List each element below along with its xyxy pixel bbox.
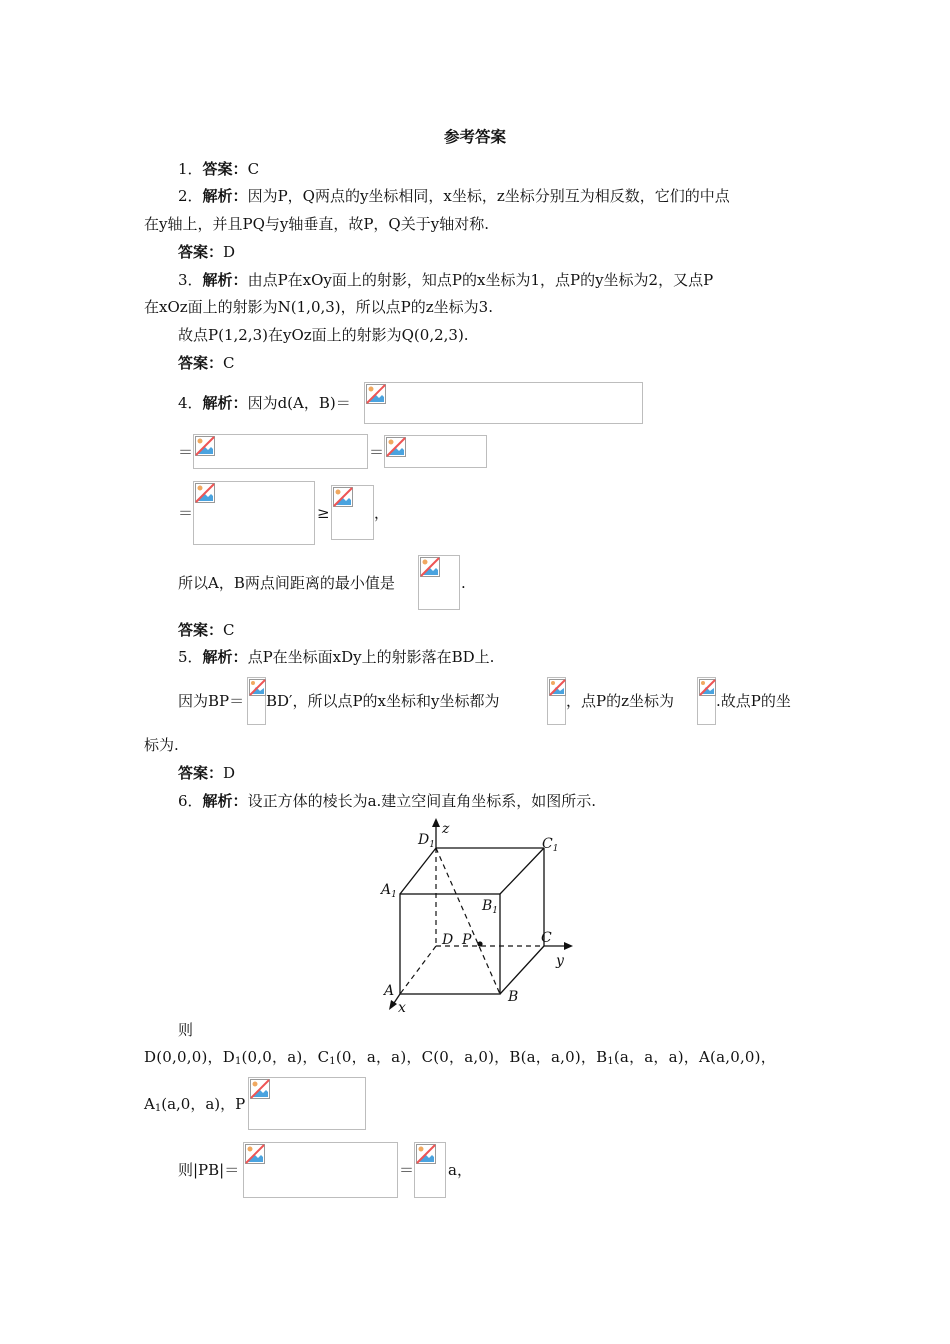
- answer-label: 答案：: [178, 243, 224, 261]
- x-arrow: [389, 1000, 397, 1010]
- q6-pb-pre: 则|PB|＝: [178, 1161, 240, 1179]
- q5-line3: 标为.: [144, 736, 179, 754]
- q5-l2c: ，点P的z坐标为: [566, 692, 674, 710]
- label-d: D: [442, 932, 454, 948]
- q5-text-1: 点P在坐标面xDy上的射影落在BD上.: [247, 648, 495, 666]
- q4-geq: ≥: [317, 504, 330, 522]
- q1-number: 1．: [178, 160, 203, 178]
- analysis-label: 解析：: [202, 792, 248, 810]
- broken-image-icon: [195, 483, 215, 503]
- label-x: x: [398, 1000, 406, 1016]
- a1-post: (a,0，a)，P: [161, 1095, 246, 1113]
- broken-image-formula: [331, 485, 374, 540]
- broken-image-formula: [193, 481, 315, 545]
- q5-l2a: 因为BP＝: [178, 692, 245, 710]
- answer-label: 答案：: [178, 764, 224, 782]
- q2-text-1: 因为P，Q两点的y坐标相同，x坐标，z坐标分别互为相反数，它们的中点: [247, 187, 730, 205]
- broken-image-formula: [243, 1142, 398, 1198]
- broken-image-icon: [699, 679, 716, 696]
- broken-image-icon: [245, 1144, 265, 1164]
- broken-image-formula: [193, 434, 368, 469]
- q4-answer: C: [223, 621, 235, 639]
- q2-answer: D: [223, 243, 236, 261]
- label-a: A: [384, 983, 395, 999]
- point-p: [477, 941, 482, 946]
- analysis-label: 解析：: [202, 271, 248, 289]
- broken-image-icon: [420, 557, 440, 577]
- q2-answer-line: [178, 242, 235, 262]
- broken-image-icon: [333, 487, 353, 507]
- q4-number: 4．: [178, 394, 203, 412]
- q2-number: 2．: [178, 187, 203, 205]
- answer-label: 答案：: [178, 621, 224, 639]
- q6-coords-line: [144, 1047, 776, 1072]
- sub-1: 1: [154, 1103, 162, 1114]
- q4-comma: ，: [374, 504, 390, 522]
- edge-b1c1: [500, 848, 544, 894]
- broken-image-formula: [248, 1077, 366, 1130]
- label-d1: $D_1$: [418, 832, 435, 850]
- page-title: 参考答案: [443, 127, 506, 146]
- broken-image-formula: [247, 677, 266, 725]
- q4-min-line: 所以A，B两点间距离的最小值是: [178, 574, 395, 592]
- q5-answer: D: [223, 764, 236, 782]
- broken-image-icon: [195, 436, 215, 456]
- coord-d1: (0,0，a)，C: [241, 1048, 330, 1066]
- q2-line1: [178, 186, 730, 206]
- broken-image-icon: [416, 1144, 436, 1164]
- q4-answer-line: [178, 620, 235, 640]
- edge-a1d1: [400, 848, 436, 894]
- q3-line2: 在xOz面上的射影为N(1,0,3)，所以点P的z坐标为3.: [144, 298, 493, 316]
- broken-image-formula: [547, 677, 566, 725]
- analysis-label: 解析：: [202, 648, 248, 666]
- q4-text-1: 因为d(A，B)＝: [247, 394, 351, 412]
- q6-line1: [178, 791, 596, 811]
- q4-line1: [178, 393, 351, 413]
- z-arrow: [432, 818, 440, 827]
- q6-a1-line: [144, 1094, 245, 1119]
- answer-label: 答案：: [202, 160, 248, 178]
- broken-image-formula: [418, 555, 460, 610]
- q3-answer-line: [178, 353, 235, 373]
- coord-d: D(0,0,0)，D: [144, 1048, 235, 1066]
- q3-answer: C: [223, 354, 235, 372]
- sub-1: 1: [607, 1056, 614, 1067]
- cube-figure: [376, 818, 576, 1018]
- coord-b1: (a，a，a)，A(a,0,0)，: [613, 1048, 776, 1066]
- analysis-label: 解析：: [202, 394, 248, 412]
- sub-1: 1: [329, 1056, 336, 1067]
- label-b1: $B_1$: [482, 898, 499, 916]
- broken-image-formula: [364, 382, 643, 424]
- q6-text-1: 设正方体的棱长为a.建立空间直角坐标系，如图所示.: [247, 792, 597, 810]
- q1-line: [178, 159, 259, 179]
- hidden-edge-da: [400, 946, 436, 994]
- q3-text-1: 由点P在xOy面上的射影，知点P的x坐标为1，点P的y坐标为2，又点P: [247, 271, 714, 289]
- sub-1: 1: [234, 1056, 242, 1067]
- broken-image-icon: [249, 679, 266, 696]
- q3-line3: 故点P(1,2,3)在yOz面上的射影为Q(0,2,3).: [178, 326, 469, 344]
- q6-ze: 则: [178, 1021, 194, 1039]
- a1-pre: A: [144, 1095, 155, 1113]
- label-a1: $A_1$: [381, 882, 397, 900]
- q4-eq-3: ＝: [178, 504, 194, 522]
- q6-number: 6．: [178, 792, 203, 810]
- broken-image-icon: [250, 1079, 270, 1099]
- q1-answer: C: [247, 160, 260, 178]
- q5-answer-line: [178, 763, 235, 783]
- broken-image-formula: [414, 1142, 446, 1198]
- q5-l2d: .故点P的坐: [716, 692, 791, 710]
- q6-pb-eq: ＝: [399, 1161, 415, 1179]
- q5-line1: [178, 647, 494, 667]
- q5-number: 5．: [178, 648, 203, 666]
- broken-image-icon: [386, 437, 406, 457]
- q6-pb-post: a，: [448, 1161, 472, 1179]
- edge-bc: [500, 946, 544, 994]
- q5-l2b: BD′，所以点P的x坐标和y坐标都为: [266, 692, 500, 710]
- q4-eq-1: ＝: [178, 443, 194, 461]
- q2-line2: 在y轴上，并且PQ与y轴垂直，故P，Q关于y轴对称.: [144, 215, 489, 233]
- broken-image-icon: [366, 384, 386, 404]
- broken-image-formula: [384, 435, 487, 468]
- analysis-label: 解析：: [202, 187, 248, 205]
- q4-eq-2: ＝: [369, 443, 385, 461]
- label-c: C: [541, 930, 552, 946]
- broken-image-icon: [549, 679, 566, 696]
- answer-label: 答案：: [178, 354, 224, 372]
- q3-line1: [178, 270, 713, 290]
- diagonal-d1b: [436, 848, 500, 994]
- q3-number: 3．: [178, 271, 203, 289]
- label-z: z: [442, 821, 450, 837]
- broken-image-formula: [697, 677, 716, 725]
- y-arrow: [564, 942, 573, 950]
- label-c1: $C_1$: [542, 836, 559, 854]
- label-p: P: [462, 932, 472, 948]
- label-b: B: [508, 989, 519, 1005]
- coord-c1: (0，a，a)，C(0，a,0)，B(a，a,0)，B: [335, 1048, 608, 1066]
- label-y: y: [556, 953, 564, 969]
- q4-period: .: [461, 574, 466, 592]
